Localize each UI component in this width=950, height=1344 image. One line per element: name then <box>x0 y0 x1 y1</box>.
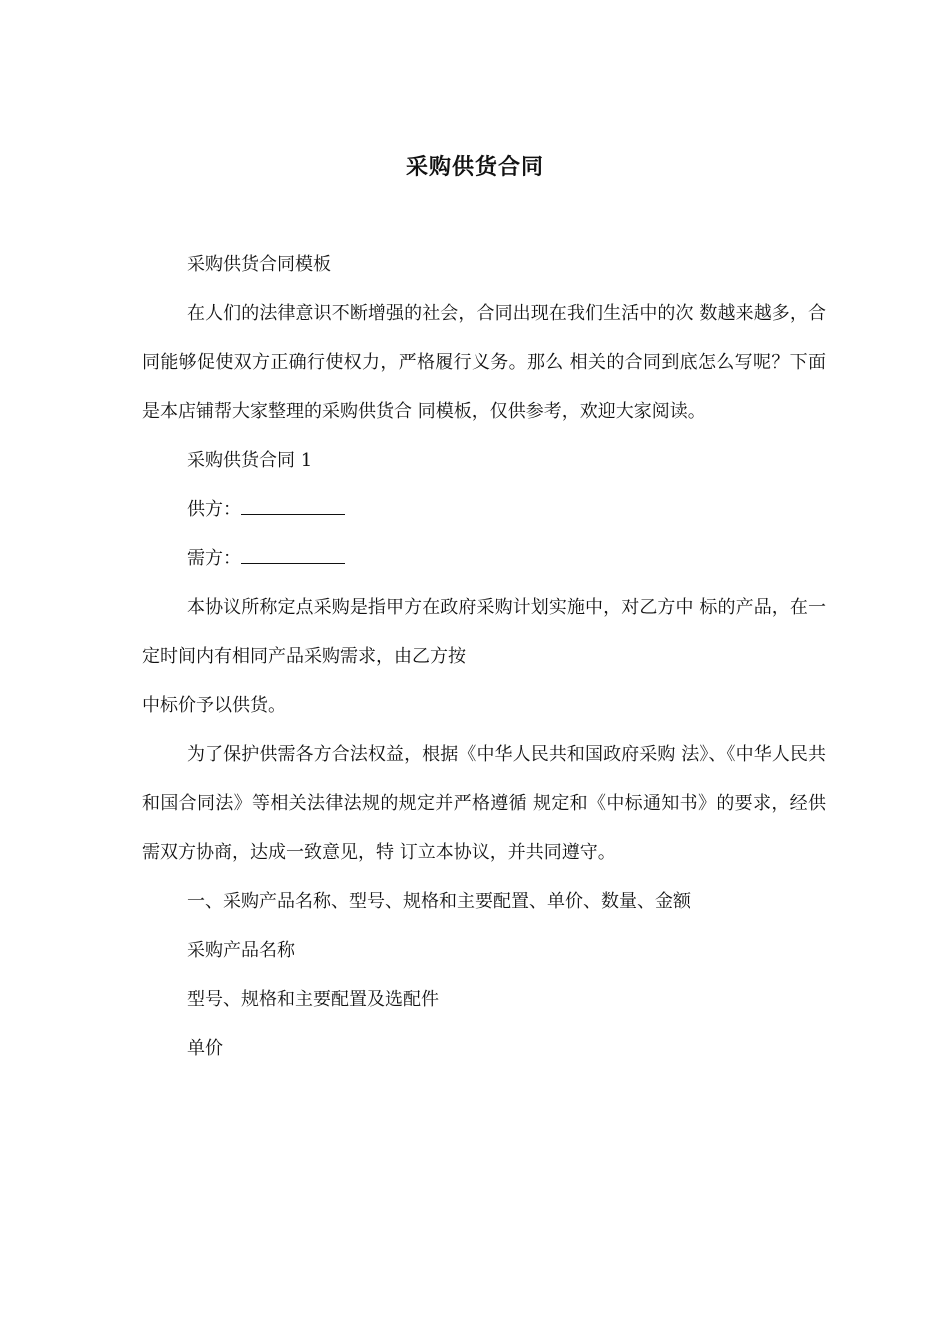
subtitle-paragraph: 采购供货合同模板 <box>187 254 331 275</box>
intro-paragraph: 在人们的法律意识不断增强的社会，合同出现在我们生活中的次 数越来越多，合同能够促使双方正确行使权力，严格履行义务。那么 相关的合同到底怎么写呢？下面是本店铺帮大家整理的采购供货合 同模板，仅供参考，欢迎大家阅读。 <box>142 303 826 422</box>
section1-heading: 一、采购产品名称、型号、规格和主要配置、单价、数量、金额 <box>187 891 691 912</box>
section1-item-product-name: 采购产品名称 <box>187 940 295 961</box>
document-title: 采购供货合同 <box>405 154 544 180</box>
supplier-label: 供方： <box>187 499 241 520</box>
document-body <box>142 240 826 1073</box>
buyer-label: 需方： <box>187 548 241 569</box>
buyer-line <box>142 534 826 583</box>
contract-number-heading: 采购供货合同 1 <box>187 450 313 471</box>
supplier-line <box>142 485 826 534</box>
definition-paragraph: 本协议所称定点采购是指甲方在政府采购计划实施中，对乙方中 标的产品，在一定时间内有相同产品采购需求，由乙方按 <box>142 597 826 667</box>
supplier-blank[interactable] <box>241 500 345 515</box>
section1-item-unit-price: 单价 <box>187 1038 223 1059</box>
buyer-blank[interactable] <box>241 549 345 564</box>
definition-continuation: 中标价予以供货。 <box>142 695 286 716</box>
basis-paragraph: 为了保护供需各方合法权益，根据《中华人民共和国政府采购 法》、《中华人民共和国合同法》等相关法律法规的规定并严格遵循 规定和《中标通知书》的要求，经供需双方协商，达成一致意见，特 订立本协议，并共同遵守。 <box>142 744 826 863</box>
section1-item-model-spec: 型号、规格和主要配置及选配件 <box>187 989 439 1010</box>
